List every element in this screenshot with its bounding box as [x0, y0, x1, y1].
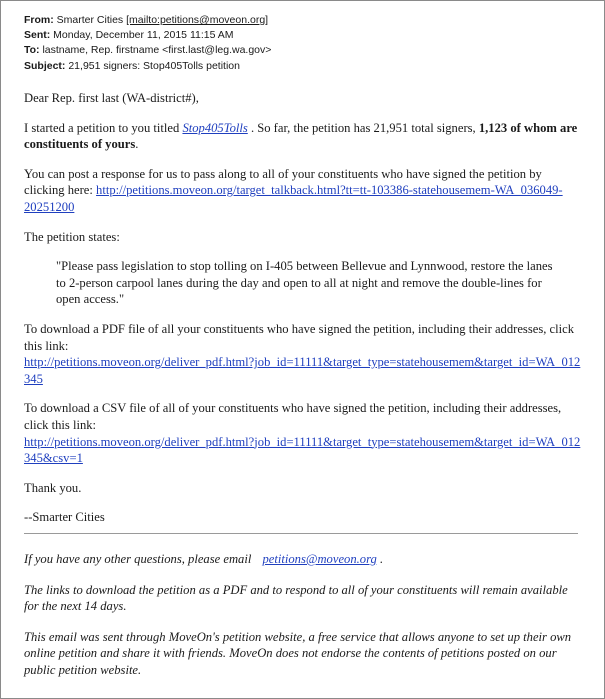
pdf-paragraph [24, 321, 584, 387]
greeting: Dear Rep. first last (WA-district#), [24, 91, 199, 105]
email-header [24, 13, 271, 74]
questions-end: . [379, 552, 384, 566]
links-availability-note: The links to download the petition as a PDF and to respond to all of your constituents will remain available for the next 14 days. [24, 582, 568, 614]
questions-text: If you have any other questions, please email [24, 552, 252, 566]
csv-text: To download a CSV file of all of your constituents who have signed the petition, including their addresses, click this link: [24, 401, 562, 432]
questions-paragraph [24, 551, 584, 568]
subject-value: 21,951 signers: Stop405Tolls petition [68, 59, 240, 72]
email-body [24, 90, 584, 539]
subject-label: Subject: [24, 59, 66, 72]
from-value: Smarter Cities [56, 14, 124, 26]
intro-middle: . So far, the petition has 21,951 total signers, [250, 120, 476, 135]
contact-email-link[interactable]: petitions@moveon.org [262, 552, 377, 566]
sent-row [24, 28, 271, 43]
to-label: To: [24, 44, 40, 57]
from-row [24, 13, 271, 28]
response-text: You can post a response for us to pass along to all of your constituents who have signed the petition by clicking here: [24, 166, 542, 198]
signature: --Smarter Cities [24, 510, 105, 525]
sent-label: Sent: [24, 29, 51, 42]
thank-you: Thank you. [24, 480, 82, 495]
email-footer [24, 551, 584, 693]
pdf-download-link[interactable]: http://petitions.moveon.org/deliver_pdf.html?job_id=11111&target_type=statehousemem&target_id=WA_012345 [24, 355, 581, 386]
petition-quote: "Please pass legislation to stop tolling on I-405 between Bellevue and Lynnwood, restore the lanes to 2-person carpool lanes during the day and open to all at night and remove the double-lines for open access." [56, 259, 553, 307]
footer-divider [24, 533, 578, 534]
pdf-text: To download a PDF file of all your constituents who have signed the petition, including their addresses, click this link: [24, 321, 574, 353]
constituent-count: 1,123 of whom are constituents of yours [24, 120, 578, 152]
intro-prefix: I started a petition to you titled [24, 120, 180, 135]
petition-title-link[interactable]: Stop405Tolls [182, 120, 248, 135]
intro-paragraph [24, 120, 584, 153]
from-mailto-link[interactable]: [mailto:petitions@moveon.org] [126, 14, 269, 26]
subject-row [24, 59, 271, 74]
to-row [24, 43, 271, 58]
csv-download-link[interactable]: http://petitions.moveon.org/deliver_pdf.html?job_id=11111&target_type=statehousemem&target_id=WA_012345&csv=1 [24, 434, 581, 466]
sent-value: Monday, December 11, 2015 11:15 AM [53, 29, 234, 42]
talkback-link[interactable]: http://petitions.moveon.org/target_talkback.html?tt=tt-103386-statehousemem-WA_036049-20251200 [24, 183, 563, 214]
to-value: lastname, Rep. firstname <first.last@leg.wa.gov> [42, 44, 272, 57]
response-paragraph [24, 166, 584, 216]
petition-states-label: The petition states: [24, 229, 120, 244]
intro-suffix: . [135, 137, 139, 152]
csv-paragraph [24, 400, 584, 466]
disclaimer: This email was sent through MoveOn's petition website, a free service that allows anyone to set up their own online petition and share it with friends. MoveOn does not endorse the contents of petitions posted on our public petition website. [24, 629, 572, 677]
from-label: From: [24, 14, 54, 26]
